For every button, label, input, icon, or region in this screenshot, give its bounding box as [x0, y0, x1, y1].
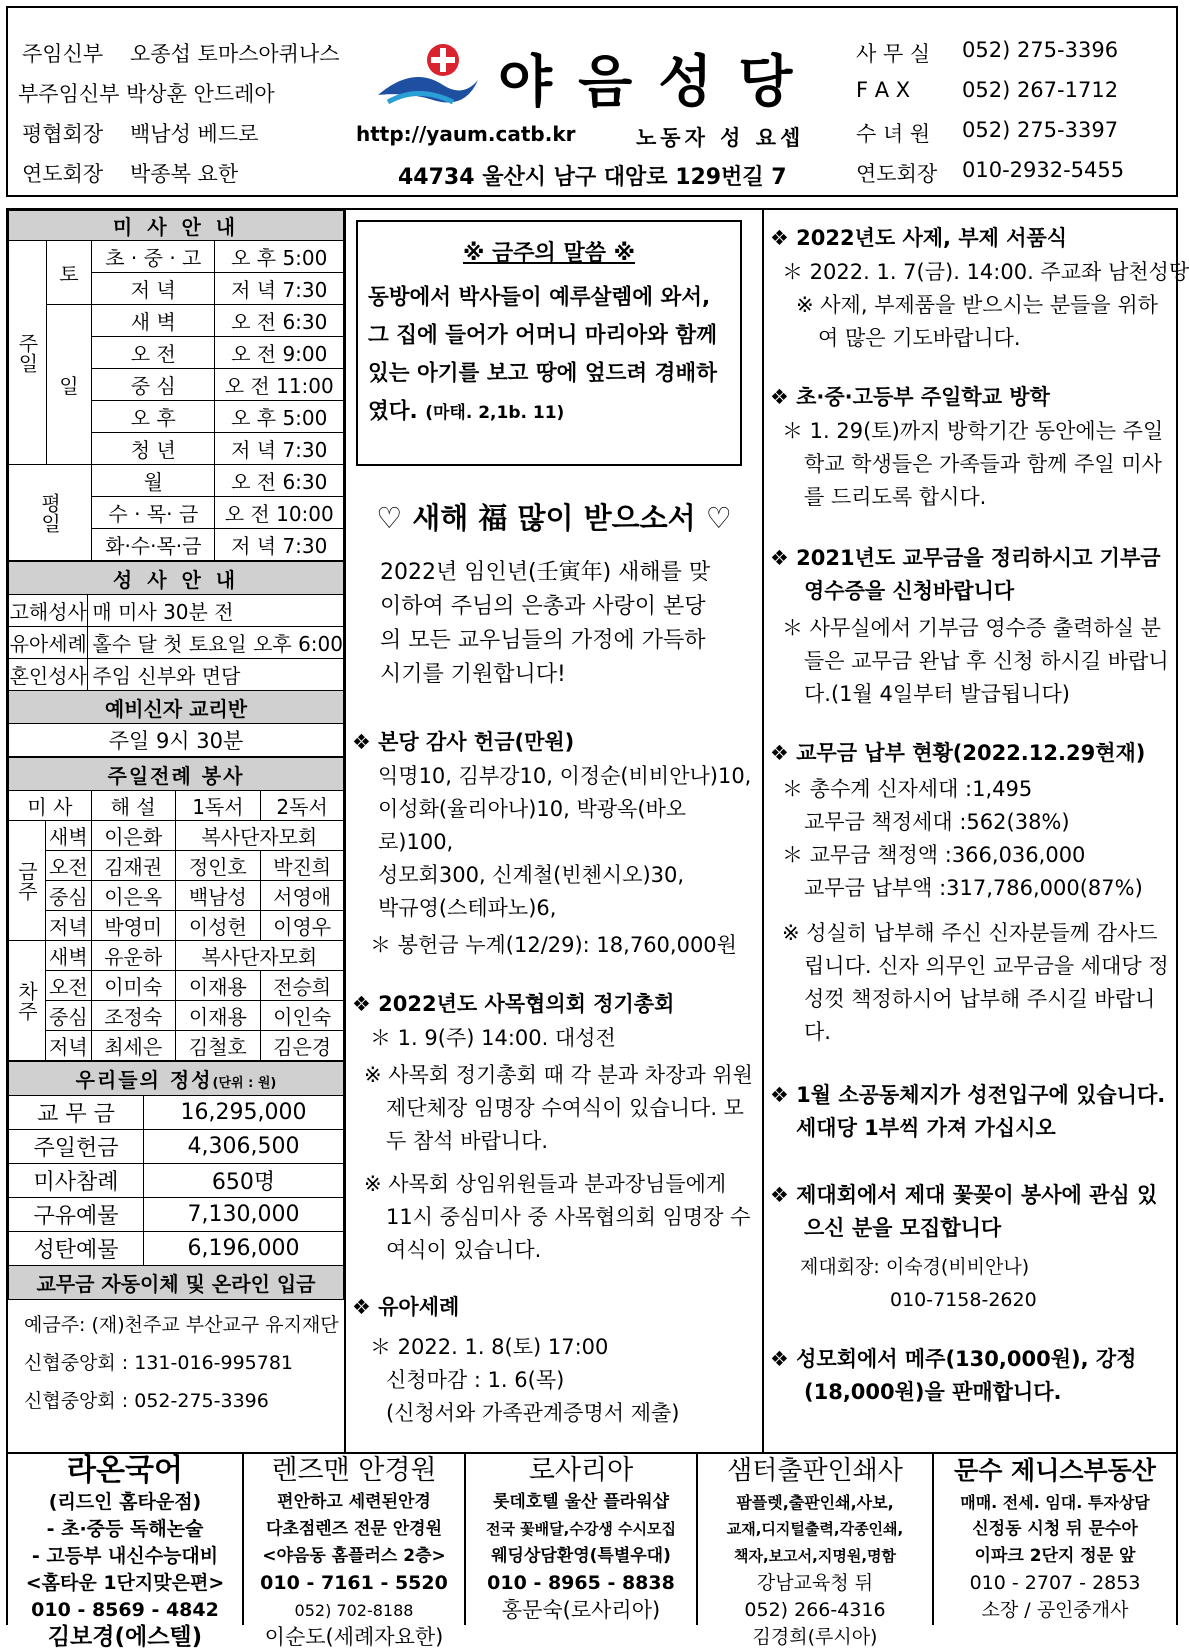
ad-line: 010 - 8569 - 4842 — [31, 1599, 219, 1621]
ad-line: - 고등부 내신수능대비 — [31, 1545, 219, 1567]
ad-raon — [6, 1453, 242, 1650]
service-col-header: 1독서 — [175, 791, 261, 821]
church-title: 야음성당 — [498, 50, 819, 115]
ad-line: 편안하고 세련된안경 — [277, 1492, 431, 1512]
sacrament-info: 매 미사 30분 전 — [88, 595, 344, 627]
sunday-label: 주일 — [9, 241, 47, 465]
ad-name: 문수 제니스부동산 — [954, 1456, 1156, 1485]
mass-who: 새 벽 — [92, 305, 215, 337]
service-col-header: 미 사 — [9, 791, 92, 821]
mass-time: 저 녁 7:30 — [215, 433, 344, 465]
notice-line: ＊ 사무실에서 기부금 영수증 출력하실 분들은 교무금 완납 후 신청 하시길 바랍니다.(1월 4일부터 발급됩니다) — [782, 616, 1169, 706]
word-body: 동방에서 박사들이 예루살렘에 와서, 그 집에 들어가 어머니 마리아와 함께 있는 아기를 보고 땅에 엎드려 경배하였다. — [368, 285, 717, 424]
contact-fax: F A X 052) 267-1712 — [856, 78, 1119, 102]
sacraments-table — [8, 561, 344, 757]
catechumen-time: 주일 9시 30분 — [9, 724, 344, 757]
ad-line: 홍문숙(로사리아) — [501, 1598, 661, 1622]
catechumen-heading: 예비신자 교리반 — [9, 691, 344, 724]
ad-line: 김보경(에스텔) — [47, 1624, 203, 1650]
ad-line: 웨딩상담환영(특별우대) — [491, 1546, 671, 1566]
notice-line: ＊ 교무금 책정액 :366,036,000 — [782, 843, 1086, 867]
service-mass: 중심 — [45, 881, 91, 911]
ad-line: 전국 꽃배달,수강생 수시모집 — [485, 1520, 677, 1538]
offering-name: 구유예물 — [9, 1198, 144, 1232]
mass-who: 수 · 목· 금 — [92, 497, 215, 529]
service-col-header: 2독서 — [261, 791, 344, 821]
notice-line: ＊ 총수계 신자세대 :1,495 — [782, 777, 1033, 801]
notice-line: 이성화(율리아나)10, 박광옥(바오로)100, — [378, 797, 687, 854]
ad-line: 다초점렌즈 전문 안경원 — [265, 1519, 443, 1539]
service-mass: 오전 — [45, 971, 91, 1001]
mass-who: 오 후 — [92, 401, 215, 433]
mass-who: 초 · 중 · 고 — [92, 241, 215, 273]
notice-title: ❖ 1월 소공동체지가 성전입구에 있습니다. 세대당 1부씩 가져 가십시오 — [770, 1083, 1166, 1140]
sacrament-name: 혼인성사 — [9, 659, 88, 691]
ad-line: 010 - 2707 - 2853 — [969, 1572, 1141, 1594]
transfer-holder: 예금주: (재)천주교 부산교구 유지재단 — [24, 1314, 339, 1336]
left-column — [8, 210, 344, 1420]
service-mass: 저녁 — [45, 1031, 91, 1061]
offering-amount: 4,306,500 — [144, 1130, 344, 1164]
offering-amount: 16,295,000 — [144, 1096, 344, 1130]
newyear-heading: ♡ 새해 福 많이 받으소서 ♡ — [376, 501, 732, 535]
divider-right — [762, 208, 764, 1453]
service-person: 이재용 — [175, 1001, 261, 1031]
ad-lensman — [242, 1453, 464, 1649]
mass-time: 저 녁 7:30 — [215, 273, 344, 305]
mass-schedule-table — [8, 210, 344, 561]
notice-line: 교무금 책정세대 :562(38%) — [804, 810, 1070, 834]
ad-line: 책자,보고서,지명원,명함 — [734, 1547, 896, 1565]
ad-name: 샘터출판인쇄사 — [727, 1456, 903, 1486]
notice-line: 익명10, 김부강10, 이정순(비비안나)10, — [378, 764, 752, 788]
mass-time: 오 후 5:00 — [215, 241, 344, 273]
word-heading: ※ 금주의 말씀 ※ — [462, 241, 635, 266]
ad-line: 이파크 2단지 정문 앞 — [974, 1546, 1136, 1566]
sat-label: 토 — [46, 241, 91, 305]
service-person: 이은옥 — [91, 881, 175, 911]
ad-line: <야음동 홈플러스 2층> — [262, 1546, 446, 1566]
service-person: 김철호 — [175, 1031, 261, 1061]
offering-amount: 7,130,000 — [144, 1198, 344, 1232]
word-box — [356, 220, 742, 466]
church-logo-icon — [373, 40, 483, 110]
service-person: 박영미 — [91, 911, 175, 941]
service-person: 조정숙 — [91, 1001, 175, 1031]
next-week-label: 차주 — [9, 941, 46, 1061]
transfer-info — [8, 1300, 344, 1420]
notice-title: ❖ 2021년도 교무금을 정리하시고 기부금 영수증을 신청바랍니다 — [770, 546, 1161, 603]
offerings-title: 우리들의 정성 — [75, 1068, 213, 1092]
ad-line: 매매. 전세. 임대. 투자상담 — [960, 1493, 1150, 1512]
transfer-account: 신협중앙회 : 052-275-3396 — [24, 1390, 269, 1412]
mass-who: 오 전 — [92, 337, 215, 369]
notice-line: 교무금 납부액 :317,786,000(87%) — [804, 876, 1143, 900]
service-person: 복사단자모회 — [175, 821, 343, 851]
ad-name: 로사리아 — [528, 1455, 634, 1486]
service-person: 유운하 — [91, 941, 175, 971]
ad-line: 신정동 시청 뒤 문수아 — [972, 1519, 1138, 1539]
service-person: 이미숙 — [91, 971, 175, 1001]
notice-title: ❖ 본당 감사 헌금(만원) — [352, 730, 575, 754]
this-week-label: 금주 — [9, 821, 46, 941]
mass-who: 저 녁 — [92, 273, 215, 305]
service-mass: 저녁 — [45, 911, 91, 941]
notice-title: ❖ 2022년도 사목협의회 정기총회 — [352, 992, 675, 1016]
notice-line: 성모회300, 신계철(빈첸시오)30, — [378, 863, 685, 887]
service-person: 김재권 — [91, 851, 175, 881]
notice-note: ※ 사목회 정기총회 때 각 분과 차장과 위원 제단체장 임명장 수여식이 있습니다. 모두 참석 바랍니다. — [364, 1063, 753, 1153]
mass-who: 월 — [92, 465, 215, 497]
service-person: 박진희 — [261, 851, 344, 881]
mass-who: 화·수·목·금 — [92, 529, 215, 561]
mass-heading: 미 사 안 내 — [9, 211, 344, 241]
clergy-line-2: 부주임신부 박상훈 안드레아 — [18, 82, 275, 106]
notice-line: 제대회장: 이숙경(비비안나) — [800, 1256, 1030, 1278]
ad-line: - 초·중등 독해논술 — [46, 1518, 204, 1540]
service-person: 이영우 — [261, 911, 344, 941]
service-person: 김은경 — [261, 1031, 344, 1061]
sun-label: 일 — [46, 305, 91, 465]
offering-name: 미사참례 — [9, 1164, 144, 1198]
contact-office: 사 무 실 052) 275-3396 — [856, 38, 1119, 66]
mass-who: 청 년 — [92, 433, 215, 465]
offerings-table — [8, 1061, 344, 1300]
word-reference: (마태. 2,1b. 11) — [425, 403, 565, 423]
weekday-label: 평일 — [9, 465, 92, 561]
ad-line: 052) 702-8188 — [294, 1601, 414, 1620]
service-heading: 주일전례 봉사 — [9, 758, 344, 791]
ad-name: 렌즈맨 안경원 — [271, 1455, 437, 1486]
offering-amount: 650명 — [144, 1164, 344, 1198]
notice-line: ＊ 1. 29(토)까지 방학기간 동안에는 주일학교 학생들은 가족들과 함께 주일 미사를 드리도록 합시다. — [782, 419, 1164, 509]
sacrament-info: 홀수 달 첫 토요일 오후 6:00 — [88, 627, 344, 659]
ad-line: <홈타운 1단지맞은편> — [25, 1572, 225, 1594]
transfer-account: 신협중앙회 : 131-016-995781 — [24, 1352, 294, 1374]
ad-saemteo — [696, 1453, 932, 1648]
mass-time: 오 전 6:30 — [215, 305, 344, 337]
ad-line: (리드인 홈타운점) — [48, 1491, 202, 1513]
notice-title: ❖ 2022년도 사제, 부제 서품식 — [770, 226, 1068, 250]
offering-name: 교 무 금 — [9, 1096, 144, 1130]
service-person: 서영애 — [261, 881, 344, 911]
offering-name: 성탄예물 — [9, 1232, 144, 1266]
mass-time: 오 전 6:30 — [215, 465, 344, 497]
service-person: 이인숙 — [261, 1001, 344, 1031]
offering-name: 주일헌금 — [9, 1130, 144, 1164]
service-person: 이재용 — [175, 971, 261, 1001]
service-person: 최세은 — [91, 1031, 175, 1061]
ad-name: 라온국어 — [67, 1453, 183, 1488]
website-link[interactable]: http://yaum.catb.kr — [356, 122, 576, 146]
ad-munsu — [932, 1453, 1178, 1625]
notice-title: ❖ 초·중·고등부 주일학교 방학 — [770, 385, 1050, 409]
patron-saint: 노동자 성 요셉 — [636, 126, 805, 150]
sacrament-name: 고해성사 — [9, 595, 88, 627]
service-person: 전승희 — [261, 971, 344, 1001]
notice-line: 010-7158-2620 — [890, 1289, 1037, 1311]
notice-line: 신청마감 : 1. 6(목) — [386, 1368, 565, 1392]
sacrament-name: 유아세례 — [9, 627, 88, 659]
notice-title: ❖ 교무금 납부 현황(2022.12.29현재) — [770, 741, 1146, 765]
service-person: 이성헌 — [175, 911, 261, 941]
service-mass: 중심 — [45, 1001, 91, 1031]
clergy-line-3: 평협회장 백남성 베드로 — [22, 122, 259, 146]
service-mass: 오전 — [45, 851, 91, 881]
notice-note: ※ 사목회 상임위원들과 분과장님들에게 11시 중심미사 중 사목협의회 임명장 수여식이 있습니다. — [364, 1172, 751, 1262]
offerings-heading — [9, 1062, 344, 1096]
mass-who: 중 심 — [92, 369, 215, 401]
notice-line: 박규영(스테파노)6, — [378, 896, 557, 920]
notice-line: (신청서와 가족관계증명서 제출) — [386, 1401, 680, 1425]
sacraments-heading: 성 사 안 내 — [9, 562, 344, 595]
notice-line: ＊ 1. 9(주) 14:00. 대성전 — [370, 1026, 616, 1050]
notice-note: ※ 성실히 납부해 주신 신자분들께 감사드립니다. 신자 의무인 교무금을 세대당 정성껏 책정하시어 납부해 주시길 바랍니다. — [782, 921, 1169, 1044]
mass-time: 오 후 5:00 — [215, 401, 344, 433]
mass-time: 저 녁 7:30 — [215, 529, 344, 561]
ad-line: 교재,디지털출력,각종인쇄, — [726, 1520, 904, 1538]
mass-time: 오 전 11:00 — [215, 369, 344, 401]
notice-title: ❖ 성모회에서 메주(130,000원), 강정(18,000원)을 판매합니다. — [770, 1347, 1137, 1404]
ad-line: 010 - 7161 - 5520 — [260, 1572, 448, 1594]
service-person: 복사단자모회 — [175, 941, 343, 971]
ad-line: 강남교육청 뒤 — [756, 1572, 874, 1594]
offerings-unit: (단위 : 원) — [212, 1076, 277, 1091]
divider-left — [344, 208, 346, 1453]
address: 44734 울산시 남구 대암로 129번길 7 — [398, 165, 787, 190]
service-person: 이은화 — [91, 821, 175, 851]
service-person: 정인호 — [175, 851, 261, 881]
clergy-line-4: 연도회장 박종복 요한 — [22, 162, 239, 186]
service-col-header: 해 설 — [91, 791, 175, 821]
notice-title: ❖ 유아세례 — [352, 1295, 460, 1319]
service-mass: 새벽 — [45, 941, 91, 971]
ad-line: 이순도(세례자요한) — [264, 1625, 444, 1649]
service-mass: 새벽 — [45, 821, 91, 851]
middle-notices — [352, 726, 756, 1430]
word-text — [368, 279, 730, 432]
notice-note: ※ 사제, 부제품을 받으시는 분들을 위하여 많은 기도바랍니다. — [796, 293, 1158, 350]
notice-title: ❖ 제대회에서 제대 꽃꽂이 봉사에 관심 있으신 분을 모집합니다 — [770, 1183, 1158, 1240]
newyear-text: 2022년 임인년(壬寅年) 새해를 맞이하여 주님의 은총과 사랑이 본당의 모든 교우님들의 가정에 가득하시기를 기원합니다! — [380, 560, 711, 687]
ad-line: 052) 266-4316 — [744, 1599, 886, 1621]
contact-convent: 수 녀 원 052) 275-3397 — [856, 118, 1119, 146]
notice-line: ＊ 봉헌금 누계(12/29): 18,760,000원 — [370, 933, 737, 957]
service-person: 백남성 — [175, 881, 261, 911]
ad-rosaria — [464, 1453, 696, 1625]
clergy-line-1: 주임신부 오종섭 토마스아퀴나스 — [22, 42, 340, 66]
right-notices — [770, 222, 1189, 1409]
notice-body — [352, 760, 756, 925]
offering-amount: 6,196,000 — [144, 1232, 344, 1266]
sacrament-info: 주임 신부와 면담 — [88, 659, 344, 691]
notice-line: ＊ 2022. 1. 7(금). 14:00. 주교좌 남천성당 — [782, 260, 1189, 284]
header-box — [6, 6, 1178, 197]
transfer-heading: 교무금 자동이체 및 온라인 입금 — [9, 1266, 344, 1300]
ad-line: 010 - 8965 - 8838 — [487, 1572, 675, 1594]
notice-line: ＊ 2022. 1. 8(토) 17:00 — [370, 1335, 609, 1359]
service-table — [8, 757, 344, 1061]
mass-time: 오 전 10:00 — [215, 497, 344, 529]
contact-yeondo: 연도회장 010-2932-5455 — [856, 158, 1125, 186]
mass-time: 오 전 9:00 — [215, 337, 344, 369]
ad-line: 롯데호텔 울산 플라워샵 — [492, 1492, 670, 1512]
ad-line: 팜플렛,출판인쇄,사보, — [736, 1493, 894, 1512]
ad-line: 소장 / 공인중개사 — [981, 1599, 1129, 1621]
ad-line: 김경희(루시아) — [752, 1626, 878, 1648]
